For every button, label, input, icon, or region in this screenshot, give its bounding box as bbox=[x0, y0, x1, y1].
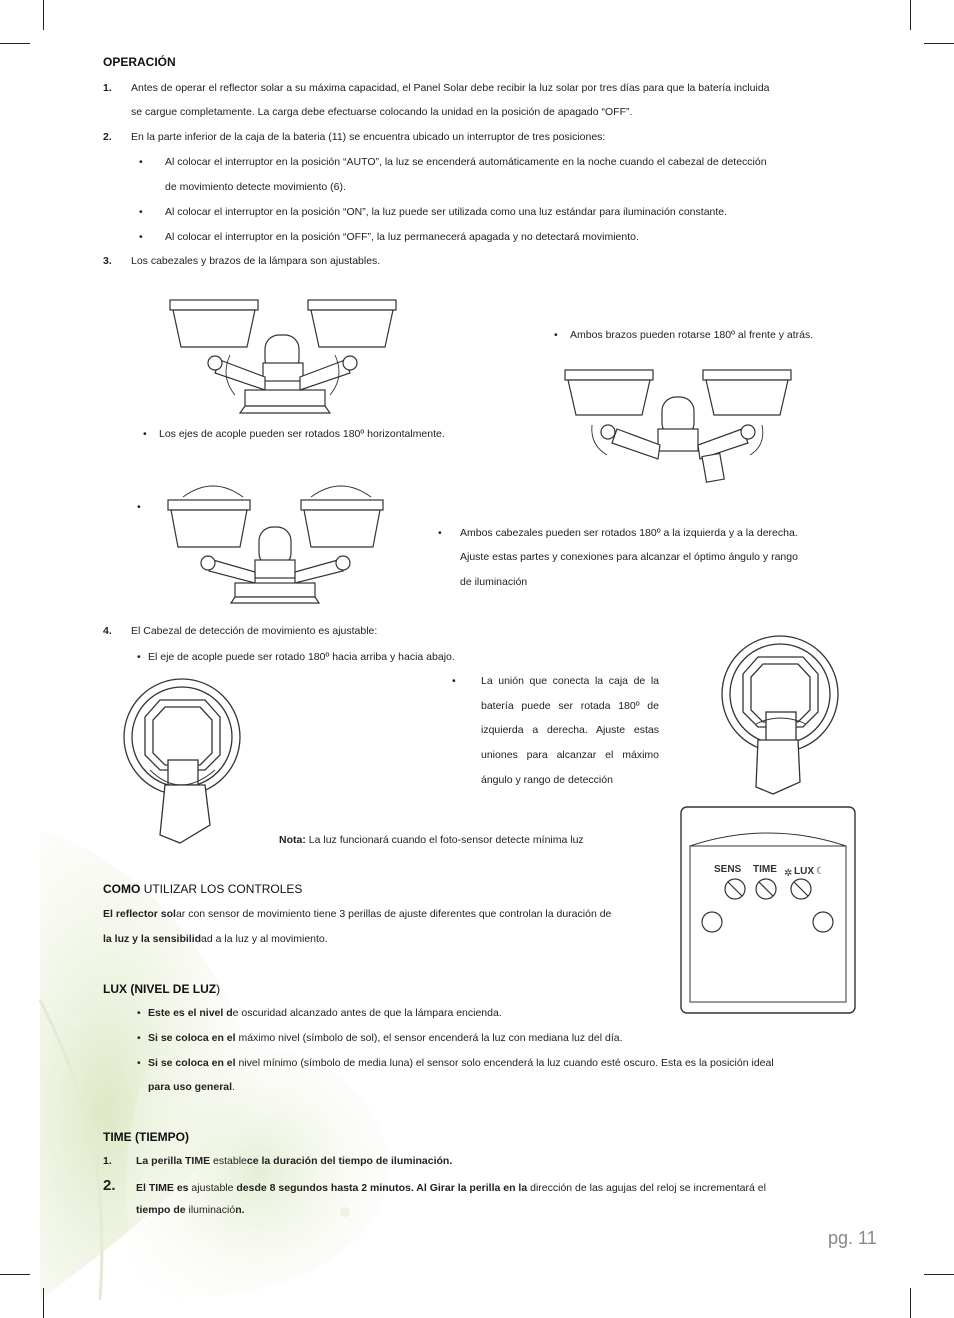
crop-mark bbox=[0, 43, 30, 44]
text-part: estable bbox=[210, 1155, 247, 1167]
list-number: 3. bbox=[103, 255, 112, 267]
text-part: iluminació bbox=[185, 1204, 236, 1216]
list-item-text: Los cabezales y brazos de la lámpara son ajustables. bbox=[131, 255, 381, 267]
text-part: la luz y la sensibilid bbox=[103, 933, 202, 945]
crop-mark bbox=[924, 43, 954, 44]
text-part: Este es el nivel d bbox=[148, 1007, 233, 1019]
bullet: • bbox=[438, 527, 442, 539]
time-label: TIME bbox=[753, 864, 777, 875]
bullet-text: batería puede ser rotada 180º de bbox=[481, 700, 659, 712]
control-panel-illustration bbox=[680, 806, 856, 1014]
sensor-illustration-axis bbox=[120, 675, 250, 855]
list-number: 1. bbox=[103, 82, 112, 94]
bullet-text: de iluminación bbox=[460, 576, 528, 588]
text-part: El reflector sol bbox=[103, 908, 176, 920]
heading-part: UTILIZAR LOS CONTROLES bbox=[143, 882, 303, 896]
bullet-text: La unión que conecta la caja de la bbox=[481, 675, 659, 687]
bullet-text bbox=[148, 1075, 235, 1100]
bullet: • bbox=[139, 206, 143, 218]
bullet: • bbox=[139, 231, 143, 243]
text-part: La perilla TIME bbox=[136, 1155, 211, 1167]
bullet: • bbox=[139, 156, 143, 168]
note bbox=[279, 828, 584, 853]
bullet: • bbox=[137, 1032, 141, 1044]
list-item-text: El Cabezal de detección de movimiento es ajustable: bbox=[131, 625, 378, 637]
bullet: • bbox=[137, 651, 141, 663]
text-part: nivel mínimo (símbolo de media luna) el sensor solo encenderá la luz cuando esté oscuro. Esta es la posición ideal bbox=[235, 1057, 774, 1069]
list-item-text: En la parte inferior de la caja de la bateria (11) se encuentra ubicado un interruptor de tres posiciones: bbox=[131, 131, 606, 143]
lux-label: LUX bbox=[794, 866, 814, 877]
bullet-text: Ajuste estas partes y conexiones para alcanzar el óptimo ángulo y rango bbox=[460, 551, 798, 563]
bullet: • bbox=[143, 428, 147, 440]
text-part: El TIME es bbox=[136, 1182, 189, 1194]
bullet: • bbox=[554, 329, 558, 341]
bullet-text: uniones para alcanzar el máximo bbox=[481, 749, 659, 761]
paragraph-line bbox=[103, 902, 611, 927]
list-number: 2. bbox=[103, 131, 112, 143]
bullet-text: Los ejes de acople pueden ser rotados 180º horizontalmente. bbox=[159, 428, 445, 440]
bullet-text bbox=[148, 1051, 774, 1076]
heading-part: COMO bbox=[103, 882, 141, 896]
text-part: e oscuridad alcanzado antes de que la lámpara encienda. bbox=[232, 1007, 502, 1019]
text-part: ce la duración del tiempo de iluminación. bbox=[246, 1155, 453, 1167]
bullet-text bbox=[148, 1026, 623, 1051]
crop-mark bbox=[43, 0, 44, 30]
section-heading-operacion: OPERACIÓN bbox=[103, 55, 176, 69]
note-label: Nota: bbox=[279, 834, 306, 846]
list-item-text bbox=[136, 1198, 245, 1223]
page-number: pg. 11 bbox=[828, 1228, 877, 1248]
bullet-text: ángulo y rango de detección bbox=[481, 774, 613, 786]
bullet-text: izquierda a derecha. Ajuste estas bbox=[481, 724, 659, 736]
list-number: 1. bbox=[103, 1155, 112, 1167]
bullet: • bbox=[137, 1007, 141, 1019]
note-text: La luz funcionará cuando el foto-sensor detecte mínima luz bbox=[308, 834, 584, 846]
text-part: ajustable bbox=[188, 1182, 237, 1194]
text-part: . bbox=[232, 1081, 235, 1093]
list-item-text bbox=[136, 1149, 452, 1174]
crop-mark bbox=[910, 0, 911, 30]
text-part: máximo nivel (símbolo de sol), el sensor encenderá la luz con mediana luz del día. bbox=[235, 1032, 623, 1044]
bullet: • bbox=[137, 1057, 141, 1069]
crop-mark bbox=[924, 1274, 954, 1275]
text-part: dirección de las agujas del reloj se incrementará el bbox=[527, 1182, 766, 1194]
list-item-text: se cargue completamente. La carga debe efectuarse colocando la unidad en la posición de apagado “OFF”. bbox=[131, 106, 633, 118]
bullet-text: El eje de acople puede ser rotado 180º hacia arriba y hacia abajo. bbox=[148, 651, 455, 663]
crop-mark bbox=[910, 1288, 911, 1318]
list-number: 4. bbox=[103, 625, 112, 637]
text-part: ad a la luz y al movimiento. bbox=[201, 933, 328, 945]
text-part: n. bbox=[235, 1204, 245, 1216]
heading-part: ) bbox=[216, 982, 221, 996]
sun-icon: ✲ bbox=[784, 868, 793, 879]
lamp-illustration-axes bbox=[165, 295, 405, 415]
section-heading-time: TIME (TIEMPO) bbox=[103, 1130, 189, 1144]
bullet-text: Al colocar el interruptor en la posición “AUTO”, la luz se encenderá automáticamente en la noche cuando el cabezal de detección bbox=[165, 156, 767, 168]
crop-mark bbox=[43, 1288, 44, 1318]
heading-part: LUX (NIVEL DE LUZ bbox=[103, 982, 217, 996]
bullet-text: Al colocar el interruptor en la posición “OFF”, la luz permanecerá apagada y no detectará movimiento. bbox=[165, 231, 639, 243]
bullet-text bbox=[148, 1001, 502, 1026]
text-part: para uso general bbox=[148, 1081, 233, 1093]
bullet-text: Ambos brazos pueden rotarse 180º al frente y atrás. bbox=[570, 329, 814, 341]
list-item-text: Antes de operar el reflector solar a su máxima capacidad, el Panel Solar debe recibir la luz solar por tres días para que la batería incluida bbox=[131, 82, 770, 94]
text-part: Si se coloca en el bbox=[148, 1057, 236, 1069]
text-part: ar con sensor de movimiento tiene 3 perillas de ajuste diferentes que controlan la duración de bbox=[175, 908, 612, 920]
sensor-illustration-union bbox=[718, 632, 848, 802]
list-number: 2. bbox=[103, 1177, 116, 1194]
sens-label: SENS bbox=[714, 864, 742, 875]
lamp-illustration-arms bbox=[562, 367, 802, 487]
section-heading-controles bbox=[103, 882, 302, 896]
text-part: tiempo de bbox=[136, 1204, 186, 1216]
list-item-text bbox=[136, 1176, 840, 1201]
bullet: • bbox=[137, 501, 141, 513]
paragraph-line bbox=[103, 927, 328, 952]
lamp-illustration-heads bbox=[163, 475, 388, 605]
bullet-text: de movimiento detecte movimiento (6). bbox=[165, 181, 346, 193]
bullet: • bbox=[452, 675, 456, 687]
section-heading-lux bbox=[103, 982, 220, 996]
moon-icon: ☾ bbox=[816, 866, 825, 877]
crop-mark bbox=[0, 1274, 30, 1275]
text-part: desde 8 segundos hasta 2 minutos. Al Girar la perilla en la bbox=[236, 1182, 528, 1194]
bullet-text: Al colocar el interruptor en la posición “ON”, la luz puede ser utilizada como una luz estándar para iluminación constante. bbox=[165, 206, 728, 218]
text-part: Si se coloca en el bbox=[148, 1032, 236, 1044]
bullet-text: Ambos cabezales pueden ser rotados 180º a la izquierda y a la derecha. bbox=[460, 527, 798, 539]
